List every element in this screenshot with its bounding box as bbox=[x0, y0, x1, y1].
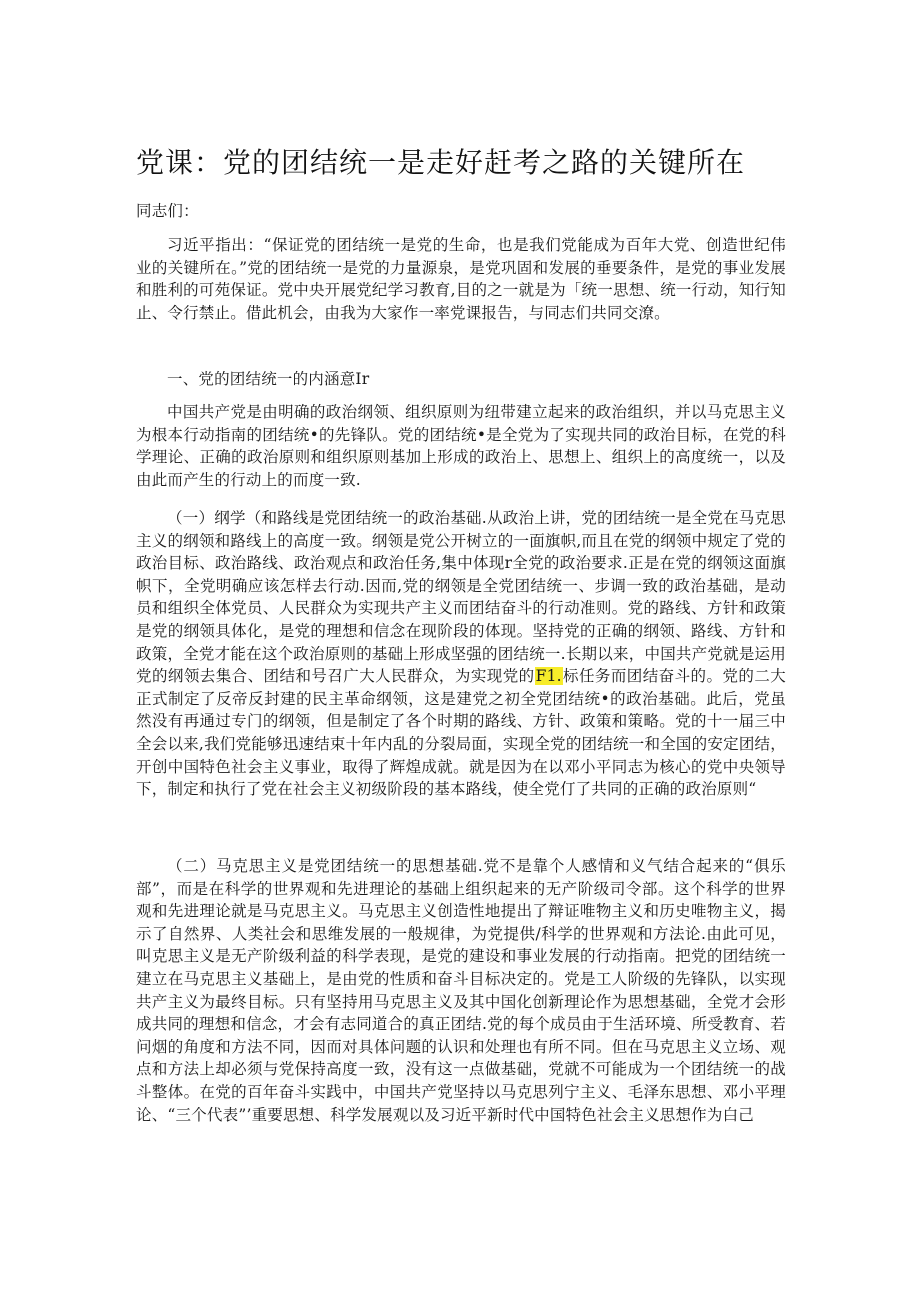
paragraph-intro: 习近平指出：“保证党的团结统一是党的生命，也是我们党能成为百年大党、创造世纪伟业的关键所在。”党的团结统一是党的力量源泉，是党巩固和发展的垂要条件，是党的事业发展和胜利的可苑保证。党中央开展党纪学习教育,目的之一就是为「统一思想、统一行动，知行知止、令行禁止。借此机会，由我为大家作一率党课报告，与同志们共同交潦。 bbox=[136, 236, 786, 322]
paragraph-political-basis bbox=[136, 507, 786, 801]
paragraph-definition: 中国共产党是由明确的政治纲领、组织原则为纽带建立起来的政治组织，并以马克思主义为根本行动指南的团结统•的先锋队。党的团结统•是全党为了实现共同的政治目标，在党的科学理论、正确的政治原则和组织原则基加上形成的政治上、思想上、组织上的高度统一，以及由此而产生的行动上的而度一致. bbox=[136, 403, 786, 489]
page-title: 党课：党的团结统一是走好赶考之路的关键所在 bbox=[136, 146, 746, 179]
salutation: 同志们： bbox=[136, 202, 199, 220]
section-heading-1: 一、党的团结统一的内涵意Ir bbox=[167, 370, 370, 388]
paragraph-ideological-basis: （二）马克思主义是党团结统一的思想基础.党不是靠个人感情和义气结合起来的“俱乐部”，而是在科学的世界观和先进理论的基础上组织起来的无产阶级司令部。这个科学的世界观和先进理论就是马克思主义。马克思主义创造性地提出了辩证唯物主义和历史唯物主义，揭示了自然界、人类社会和思维发展的一般规律，为党提供/科学的世界观和方法论.由此可见，叫克思主义是无产阶级利益的科学表现，是党的建设和事业发展的行动指南。把党的团结统一建立在马克思主义基础上，是由党的性质和奋斗目标决定的。党是工人阶级的先锋队，以实现共产主义为最终目标。只有坚持用马克思主义及其中国化创新理论作为思想基础，全党才会形成共同的理想和信念，才会有志同道合的真正团结.党的每个成员由于生活环境、所受教育、若问烟的角度和方法不同，因而对具体问题的认识和处理也有所不同。但在马克思主义立场、观点和方法上却必须与党保持高度一致，没有这一点做基础，党就不可能成为一个团结统一的战斗整体。在党的百年奋斗实践中，中国共产党坚持以马克思列宁主义、毛泽东思想、邓小平理论、“三个代表”’重要思想、科学发展观以及习近平新时代中国特色社会主义思想作为白己 bbox=[136, 857, 786, 1124]
paragraph-text: 标任务而团结奋斗的。党的二大正式制定了反帝反封建的民主革命纲领，这是建党之初全党团结统•的政治基础。此后，党虽然没有再通过专门的纲领，但是制定了各个时期的路线、方针、政策和策略。党的十一届三中全会以来,我们党能够迅速结束十年内乱的分裂局面，实现全党的团结统一和全国的安定团结，开创中国特色社会主义事业，取得了辉煌成就。就是因为在以邓小平同志为核心的党中央领导下，制定和执行了党在社会主义初级阶段的基本路线，使全党仃了共同的正确的政治原则“ bbox=[136, 667, 786, 799]
highlighted-text: F1. bbox=[535, 667, 562, 686]
paragraph-text: （一）纲学（和路线是党团结统一的政治基础.从政治上讲，党的团结统一是全党在马克思主义的纲领和路线上的高度一致。纲领是党公开树立的一面旗帜,而且在党的纲领中规定了党的政治目标、政治路线、政治观点和政治任务,集中体现r全党的政治要求.正是在党的纲领这面旗帜下，全党明确应该怎样去行动.因而,党的纲领是全党团结统一、步调一致的政治基础，是动员和组织全体党员、人民群众为实现共产主义而团结奋斗的行动准则。党的路线、方针和政策是党的纲领具体化，是党的理想和信念在现阶段的体现。坚持党的正确的纲领、路线、方针和政策，全党才能在这个政治原则的基础上形成坚强的团结统一.长期以来，中国共产党就是运用党的纲领去集合、团结和号召广大人民群众，为实现党的 bbox=[136, 509, 786, 686]
